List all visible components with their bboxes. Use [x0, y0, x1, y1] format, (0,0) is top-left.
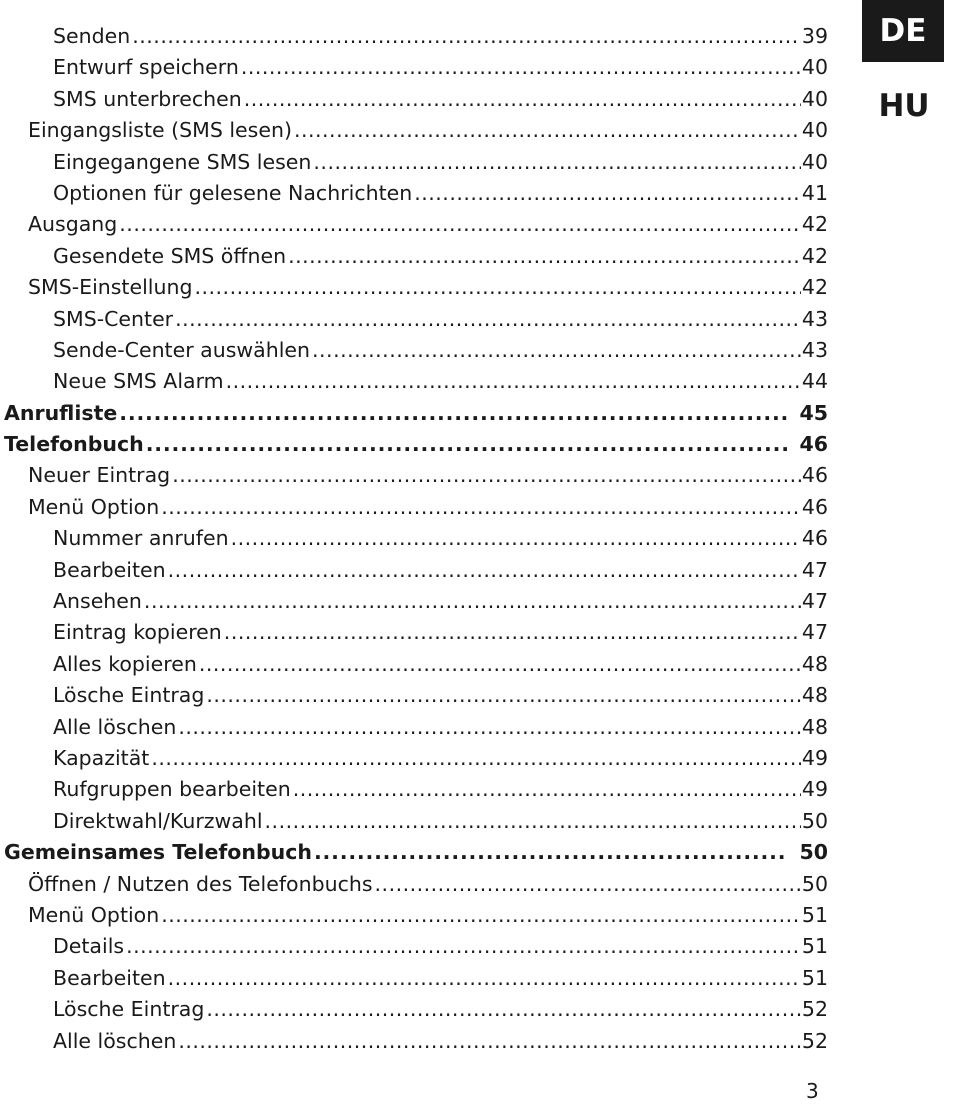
toc-entry-page: 44 — [801, 369, 828, 394]
page-number: 3 — [806, 1079, 819, 1103]
toc-entry[interactable] — [0, 460, 828, 491]
dot-leader — [314, 837, 789, 868]
toc-entry-title: Optionen für gelesene Nachrichten — [53, 180, 413, 205]
toc-entry-title: Lösche Eintrag — [53, 683, 205, 708]
toc-entry[interactable] — [0, 712, 828, 743]
toc-entry-page: 46 — [801, 526, 828, 551]
language-tab-hu: HU — [878, 88, 930, 124]
toc-entry[interactable] — [0, 837, 828, 868]
toc-entry[interactable] — [0, 52, 828, 83]
toc-entry-title: Menü Option — [28, 902, 160, 927]
toc-entry-title: Direktwahl/Kurzwahl — [53, 808, 263, 833]
toc-entry-title: SMS-Einstellung — [28, 275, 193, 300]
toc-entry[interactable] — [0, 680, 828, 711]
table-of-contents — [0, 21, 828, 1057]
dot-leader — [161, 492, 801, 523]
toc-entry[interactable] — [0, 209, 828, 240]
toc-entry-page: 48 — [801, 651, 828, 676]
toc-entry-page: 47 — [801, 557, 828, 582]
dot-leader — [119, 209, 801, 240]
dot-leader — [146, 429, 789, 460]
dot-leader — [226, 366, 801, 397]
toc-entry[interactable] — [0, 115, 828, 146]
dot-leader — [175, 304, 801, 335]
toc-entry-page: 42 — [801, 212, 828, 237]
toc-entry[interactable] — [0, 931, 828, 962]
toc-entry-page: 40 — [801, 86, 828, 111]
toc-entry[interactable] — [0, 429, 828, 460]
toc-entry-page: 52 — [801, 1028, 828, 1053]
dot-leader — [231, 523, 801, 554]
toc-entry[interactable] — [0, 869, 828, 900]
dot-leader — [161, 900, 801, 931]
toc-entry-page: 50 — [801, 808, 828, 833]
toc-entry-title: Gesendete SMS öffnen — [53, 243, 287, 268]
toc-entry-page: 51 — [801, 902, 828, 927]
toc-entry-title: Neue SMS Alarm — [53, 369, 224, 394]
dot-leader — [172, 460, 801, 491]
toc-entry-title: Neuer Eintrag — [28, 463, 171, 488]
toc-entry-title: Menü Option — [28, 494, 160, 519]
toc-entry-page: 43 — [801, 306, 828, 331]
toc-entry-title: Eintrag kopieren — [53, 620, 222, 645]
dot-leader — [126, 931, 801, 962]
dot-leader — [414, 178, 801, 209]
dot-leader — [265, 806, 801, 837]
toc-entry-page: 40 — [801, 149, 828, 174]
toc-entry-title: Kapazität — [53, 745, 150, 770]
dot-leader — [168, 963, 801, 994]
toc-entry-page: 40 — [801, 55, 828, 80]
toc-entry[interactable] — [0, 178, 828, 209]
dot-leader — [241, 52, 801, 83]
toc-entry-title: Senden — [53, 24, 131, 48]
dot-leader — [119, 398, 788, 429]
dot-leader — [294, 115, 801, 146]
toc-entry[interactable] — [0, 523, 828, 554]
toc-entry-page: 42 — [801, 243, 828, 268]
toc-entry[interactable] — [0, 304, 828, 335]
dot-leader — [206, 994, 801, 1025]
toc-entry-title: Telefonbuch — [4, 432, 144, 457]
toc-entry-page: 50 — [799, 840, 828, 865]
toc-entry[interactable] — [0, 617, 828, 648]
toc-entry-page: 49 — [801, 777, 828, 802]
toc-entry-title: Details — [53, 934, 125, 959]
toc-entry[interactable] — [0, 774, 828, 805]
toc-entry-title: Rufgruppen bearbeiten — [53, 777, 291, 802]
toc-entry-title: Anrufliste — [4, 400, 118, 425]
toc-entry-title: Lösche Eintrag — [53, 997, 205, 1022]
dot-leader — [151, 743, 801, 774]
toc-entry[interactable] — [0, 21, 828, 52]
toc-entry-page: 51 — [801, 965, 828, 990]
toc-entry-page: 46 — [801, 494, 828, 519]
toc-entry-title: Bearbeiten — [53, 965, 166, 990]
toc-entry-title: Gemeinsames Telefonbuch — [4, 840, 312, 865]
toc-entry-title: SMS unterbrechen — [53, 86, 242, 111]
toc-entry[interactable] — [0, 492, 828, 523]
toc-entry-title: Nummer anrufen — [53, 526, 229, 551]
dot-leader — [199, 649, 801, 680]
dot-leader — [312, 335, 801, 366]
toc-entry[interactable] — [0, 147, 828, 178]
dot-leader — [313, 147, 801, 178]
toc-entry-title: Ansehen — [53, 589, 142, 614]
toc-entry-page: 48 — [801, 714, 828, 739]
toc-entry[interactable] — [0, 743, 828, 774]
toc-entry[interactable] — [0, 84, 828, 115]
dot-leader — [375, 869, 801, 900]
toc-entry-page: 48 — [801, 683, 828, 708]
toc-entry[interactable] — [0, 586, 828, 617]
toc-entry-page: 43 — [801, 337, 828, 362]
dot-leader — [293, 774, 801, 805]
toc-entry[interactable] — [0, 398, 828, 429]
dot-leader — [288, 241, 801, 272]
toc-entry-title: Alles kopieren — [53, 651, 197, 676]
dot-leader — [178, 1026, 801, 1057]
toc-entry-page: 50 — [801, 871, 828, 896]
toc-entry-page: 41 — [801, 180, 828, 205]
toc-entry[interactable] — [0, 555, 828, 586]
toc-entry-title: Alle löschen — [53, 1028, 177, 1053]
toc-entry[interactable] — [0, 649, 828, 680]
toc-entry[interactable] — [0, 272, 828, 303]
toc-entry[interactable] — [0, 806, 828, 837]
toc-entry[interactable] — [0, 994, 828, 1025]
toc-entry[interactable] — [0, 335, 828, 366]
toc-entry[interactable] — [0, 900, 828, 931]
toc-entry[interactable] — [0, 963, 828, 994]
toc-entry[interactable] — [0, 1026, 828, 1057]
toc-entry[interactable] — [0, 241, 828, 272]
toc-entry[interactable] — [0, 366, 828, 397]
dot-leader — [178, 712, 801, 743]
dot-leader — [168, 555, 801, 586]
dot-leader — [144, 586, 801, 617]
toc-entry-title: Eingegangene SMS lesen — [53, 149, 312, 174]
toc-entry-page: 42 — [801, 275, 828, 300]
toc-entry-page: 47 — [801, 589, 828, 614]
toc-entry-title: Ausgang — [28, 212, 118, 237]
toc-entry-page: 46 — [799, 432, 828, 457]
dot-leader — [132, 21, 801, 52]
toc-entry-title: Entwurf speichern — [53, 55, 239, 80]
toc-entry-page: 46 — [801, 463, 828, 488]
toc-entry-page: 40 — [801, 118, 828, 143]
toc-entry-title: SMS-Center — [53, 306, 174, 331]
toc-entry-page: 45 — [799, 400, 828, 425]
dot-leader — [206, 680, 801, 711]
toc-entry-page: 51 — [801, 934, 828, 959]
toc-entry-title: Eingangsliste (SMS lesen) — [28, 118, 292, 143]
dot-leader — [244, 84, 801, 115]
toc-entry-page: 52 — [801, 997, 828, 1022]
toc-entry-title: Bearbeiten — [53, 557, 166, 582]
toc-entry-page: 47 — [801, 620, 828, 645]
dot-leader — [194, 272, 800, 303]
dot-leader — [224, 617, 801, 648]
toc-entry-title: Sende-Center auswählen — [53, 337, 311, 362]
toc-entry-title: Öffnen / Nutzen des Telefonbuchs — [28, 871, 373, 896]
toc-entry-title: Alle löschen — [53, 714, 177, 739]
toc-entry-page: 49 — [801, 745, 828, 770]
toc-entry-page: 39 — [801, 24, 828, 48]
language-tab-de: DE — [862, 0, 944, 62]
